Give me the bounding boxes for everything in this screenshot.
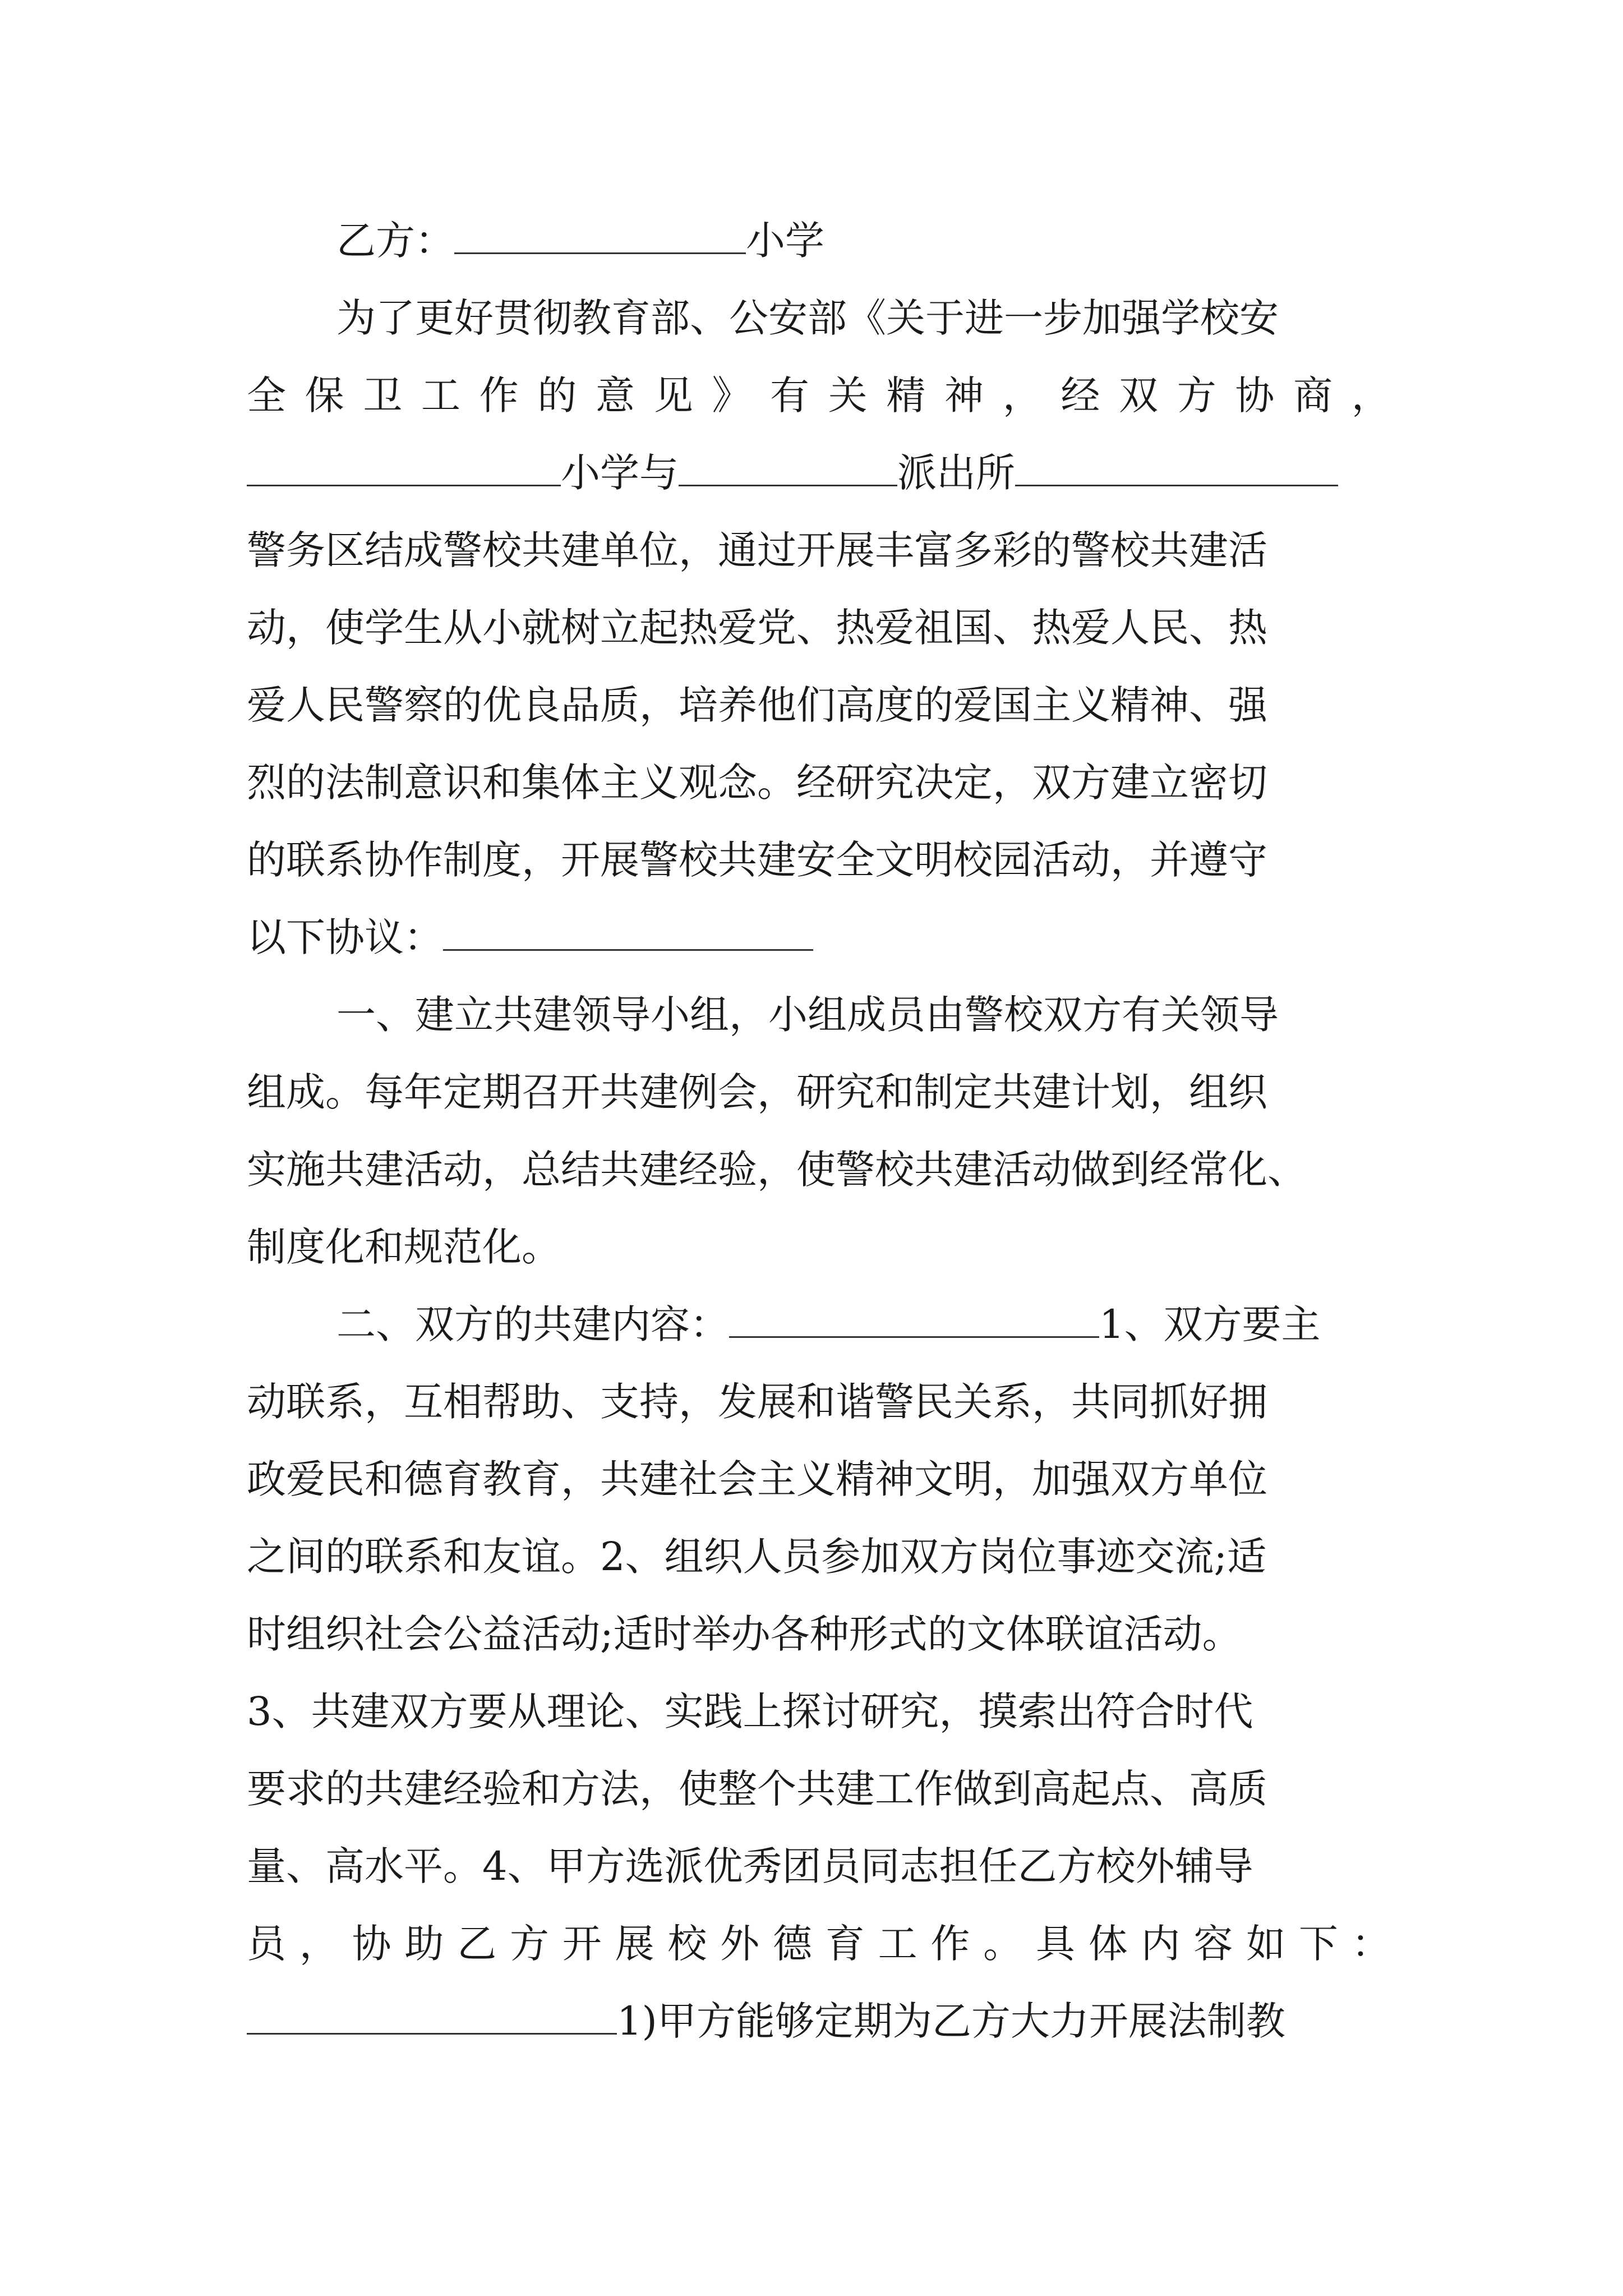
- station-blank: [679, 451, 897, 486]
- char: 全: [247, 372, 286, 418]
- char: 保: [305, 372, 344, 418]
- char: 内: [1141, 1921, 1181, 1967]
- text-line: 动，使学生从小就树立起热爱党、热爱祖国、热爱人民、热: [247, 605, 1267, 651]
- item-1-line: [247, 1982, 1391, 2060]
- agreement-label: 以下协议：: [247, 914, 443, 960]
- char: 员: [247, 1921, 286, 1967]
- char: 容: [1193, 1921, 1233, 1967]
- text-line: 量、高水平。4、甲方选派优秀团员同志担任乙方校外辅导: [247, 1843, 1253, 1889]
- char: 外: [720, 1921, 760, 1967]
- text-line: 爱人民警察的优良品质，培养他们高度的爱国主义精神、强: [247, 682, 1267, 728]
- char: 商: [1293, 372, 1333, 418]
- school-and-label: 小学与: [561, 450, 679, 496]
- school-police-line: [247, 434, 1391, 512]
- text-line: 一、建立共建领导小组，小组成员由警校双方有关领导: [336, 992, 1279, 1038]
- char: 助: [404, 1921, 444, 1967]
- char: 神: [944, 372, 984, 418]
- item-1-text: 1)甲方能够定期为乙方大力开展法制教: [617, 1998, 1285, 2044]
- char: 》: [712, 372, 751, 418]
- char: 具: [1035, 1921, 1075, 1967]
- char: 校: [667, 1921, 707, 1967]
- station-label: 派出所: [897, 450, 1015, 496]
- char: 下: [1298, 1921, 1338, 1967]
- char: 作: [930, 1921, 970, 1967]
- char: 协: [352, 1921, 391, 1967]
- char: 方: [509, 1921, 549, 1967]
- char: ，: [299, 1921, 339, 1967]
- text-line: 为了更好贯彻教育部、公安部《关于进一步加强学校安: [336, 295, 1279, 341]
- text-line: 组成。每年定期召开共建例会，研究和制定共建计划，组织: [247, 1069, 1267, 1115]
- text-line: 制度化和规范化。: [247, 1224, 561, 1270]
- char: 双: [1119, 372, 1159, 418]
- char: ：: [1351, 1921, 1391, 1967]
- char: 开: [562, 1921, 602, 1967]
- char: 协: [1235, 372, 1275, 418]
- text-line: 之间的联系和友谊。2、组织人员参加双方岗位事迹交流;适: [247, 1534, 1267, 1580]
- text-line: 要求的共建经验和方法，使整个共建工作做到高起点、高质: [247, 1766, 1267, 1812]
- text-line: 实施共建活动，总结共建经验，使警校共建活动做到经常化、: [247, 1147, 1307, 1193]
- char: 有: [770, 372, 810, 418]
- char: 见: [653, 372, 693, 418]
- document-page: [247, 202, 1391, 2060]
- content-heading: 二、双方的共建内容：: [336, 1301, 729, 1347]
- char: 乙: [457, 1921, 497, 1967]
- char: 意: [596, 372, 635, 418]
- char: 经: [1061, 372, 1100, 418]
- char: 工: [421, 372, 461, 418]
- char: 的: [537, 372, 577, 418]
- school-name-blank: [454, 219, 746, 254]
- area-blank: [1015, 451, 1338, 486]
- text-line: 动联系，互相帮助、支持，发展和谐警民关系，共同抓好拥: [247, 1379, 1267, 1425]
- text-line: 3、共建双方要从理论、实践上探讨研究，摸索出符合时代: [247, 1688, 1253, 1734]
- char: 育: [825, 1921, 865, 1967]
- char: 卫: [363, 372, 403, 418]
- text-line: 烈的法制意识和集体主义观念。经研究决定，双方建立密切: [247, 760, 1267, 806]
- agreement-line: [247, 899, 1391, 976]
- text-line: 时组织社会公益活动;适时举办各种形式的文体联谊活动。: [247, 1611, 1242, 1657]
- char: ，: [1002, 372, 1042, 418]
- agreement-blank: [443, 915, 813, 951]
- char: 如: [1246, 1921, 1286, 1967]
- char: 关: [828, 372, 868, 418]
- text-line-justified: [247, 1905, 1391, 1982]
- char: 方: [1177, 372, 1216, 418]
- char: 德: [772, 1921, 812, 1967]
- char: 展: [615, 1921, 654, 1967]
- school-blank: [247, 451, 561, 486]
- text-line: 的联系协作制度，开展警校共建安全文明校园活动，并遵守: [247, 837, 1267, 883]
- char: ，: [1351, 372, 1391, 418]
- item-blank: [247, 1999, 617, 2035]
- text-line: 政爱民和德育教育，共建社会主义精神文明，加强双方单位: [247, 1456, 1267, 1502]
- party-b-label: 乙方：: [336, 218, 454, 264]
- char: 体: [1088, 1921, 1128, 1967]
- party-b-line: [247, 202, 1391, 279]
- school-suffix: 小学: [746, 218, 824, 264]
- content-blank: [729, 1303, 1099, 1338]
- content-heading-line: [247, 1286, 1391, 1363]
- char: 工: [878, 1921, 917, 1967]
- char: 精: [886, 372, 926, 418]
- text-line-justified: [247, 357, 1391, 434]
- item-1-start: 1、双方要主: [1099, 1301, 1321, 1347]
- char: 作: [479, 372, 519, 418]
- text-line: 警务区结成警校共建单位，通过开展丰富多彩的警校共建活: [247, 527, 1267, 573]
- char: 。: [983, 1921, 1023, 1967]
